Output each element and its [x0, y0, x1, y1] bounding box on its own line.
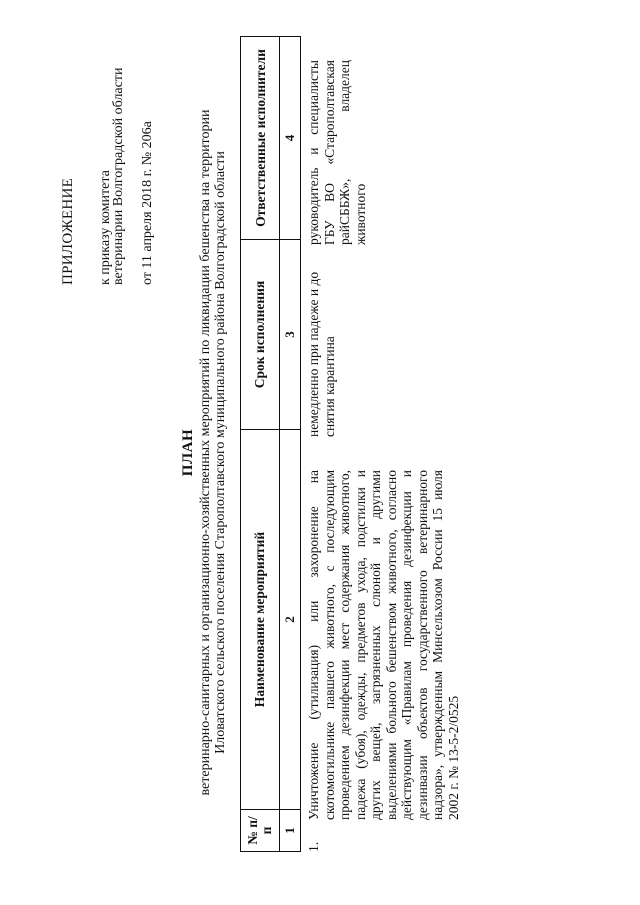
header-activity: Наименование мероприятий [241, 430, 280, 810]
appendix-label: ПРИЛОЖЕНИЕ [60, 177, 76, 285]
plan-subtitle-line1: ветеринарно-санитарных и организационно-хозяйственных мероприятий по ликвидации бешенства на территории [198, 109, 213, 796]
column-number-row [280, 37, 301, 852]
column-number-2: 2 [280, 430, 301, 810]
column-number-3: 3 [280, 240, 301, 430]
header-term: Срок исполнения [241, 240, 280, 430]
header-number: № п/п [241, 810, 280, 852]
column-number-1: 1 [280, 810, 301, 852]
row-number: 1. [306, 841, 321, 852]
plan-subtitle-line2: Иловатского сельского поселения Старополтавского муниципального района Волгоградской области [213, 151, 228, 754]
header-responsible: Ответственные исполнители [241, 37, 280, 240]
order-reference-line2: ветеринарии Волгоградской области [111, 67, 126, 285]
order-date: от 11 апреля 2018 г. № 206а [140, 121, 155, 285]
order-reference-line1: к приказу комитета [98, 170, 113, 285]
row-term: немедленно при падеже и до снятия карантина [306, 271, 337, 437]
column-number-4: 4 [280, 37, 301, 240]
row-activity: Уничтожение (утилизация) или захоронение на скотомогильнике павшего животного, с последующим проведением дезинфекции мест содержания животного, падежа (убоя), одежды, предметов ухода, подстилки и других вещей, загрязненных слюной и другими выделениями больного бешенством животного, согласно действующим «Правилам проведения дезинфекции и дезинвазии объектов государственного ветеринарного надзора», утвержденным Минсельхозом России 15 июля 2002 г. № 13-5-2/0525 [306, 470, 461, 820]
plan-table [240, 36, 301, 852]
table-header-row [241, 37, 280, 852]
plan-title: ПЛАН [180, 428, 196, 477]
row-responsible: руководитель и специалисты ГБУ ВО «Старополтавская райСББЖ», владелец животного [306, 60, 368, 245]
